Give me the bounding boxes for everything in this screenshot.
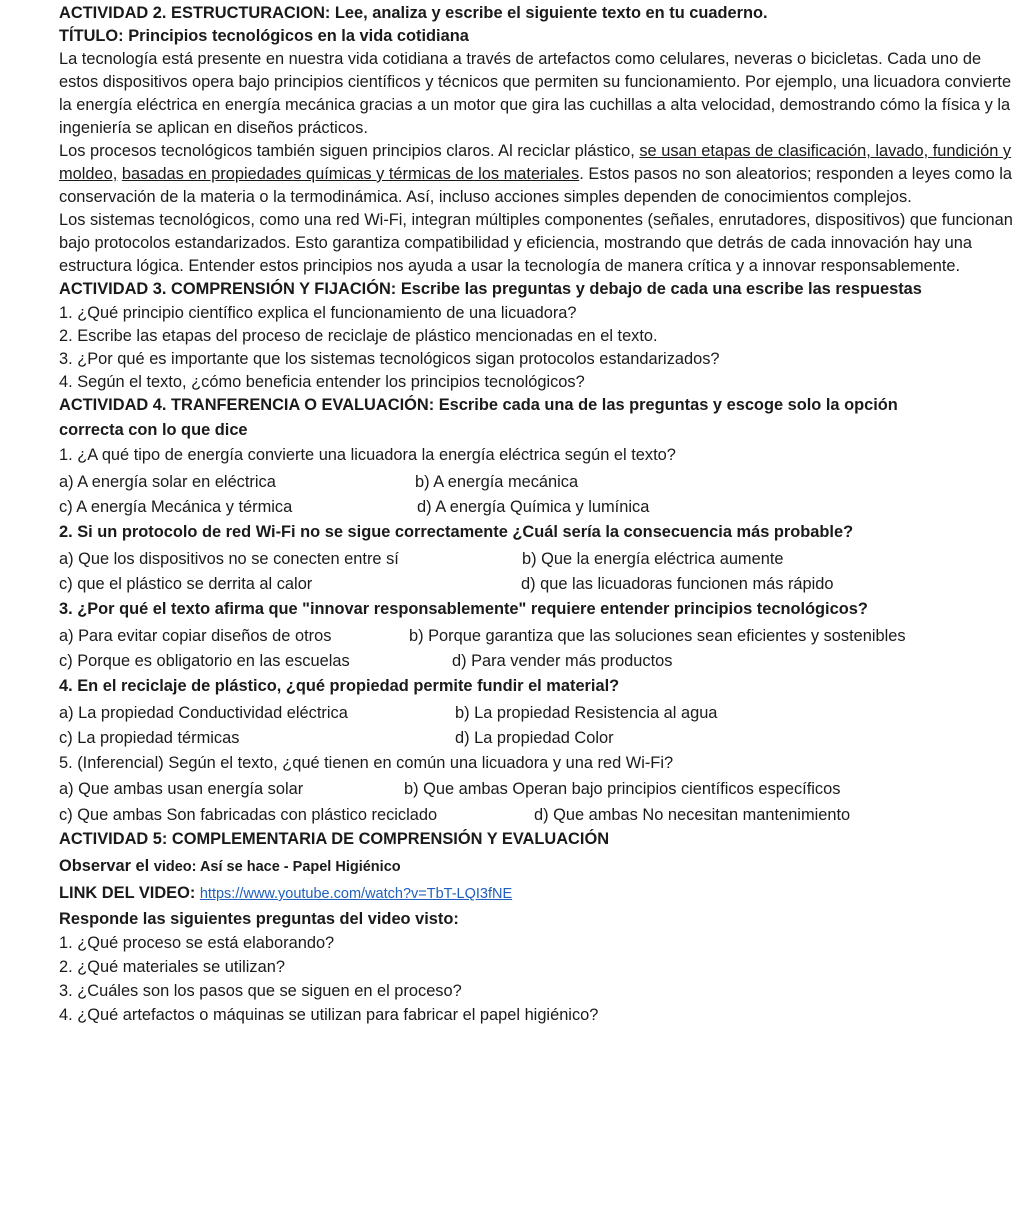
act5-observe xyxy=(59,853,1019,880)
act4-q1-option-b: b) A energía mecánica xyxy=(415,472,579,491)
act4-question-4: 4. En el reciclaje de plástico, ¿qué propiedad permite fundir el material? xyxy=(59,676,620,695)
act4-q4-options-ab xyxy=(59,701,1019,727)
act3-question-3: 3. ¿Por qué es importante que los sistemas tecnológicos sigan protocolos estandarizados? xyxy=(59,350,720,368)
act2-paragraph-2 xyxy=(59,140,1019,209)
act4-question-5: 5. (Inferencial) Según el texto, ¿qué tienen en común una licuadora y una red Wi-Fi? xyxy=(59,753,674,772)
act4-q4-option-c: c) La propiedad térmicas xyxy=(59,729,240,748)
act4-q5-options-cd xyxy=(59,803,1019,829)
act4-q3-option-d: d) Para vender más productos xyxy=(452,652,673,671)
p2-start: Los procesos tecnológicos también siguen principios claros. Al reciclar plástico, xyxy=(59,142,640,160)
observe-label: Observar el xyxy=(59,857,154,875)
act5-question-1: 1. ¿Qué proceso se está elaborando? xyxy=(59,934,335,952)
act4-heading-line-1: ACTIVIDAD 4. TRANFERENCIA O EVALUACIÓN: Escribe cada una de las preguntas y escoge solo la opción xyxy=(59,396,898,414)
act2-heading: ACTIVIDAD 2. ESTRUCTURACION: Lee, analiza y escribe el siguiente texto en tu cuaderno. xyxy=(59,4,768,22)
act4-question-1: 1. ¿A qué tipo de energía convierte una licuadora la energía eléctrica según el texto? xyxy=(59,446,676,464)
act5-heading: ACTIVIDAD 5: COMPLEMENTARIA DE COMPRENSIÓN Y EVALUACIÓN xyxy=(59,830,610,848)
act4-q4-option-b: b) La propiedad Resistencia al agua xyxy=(455,703,718,722)
act4-q1-option-c: c) A energía Mecánica y térmica xyxy=(59,498,293,517)
act4-q4-option-d: d) La propiedad Color xyxy=(455,729,614,748)
act3-heading: ACTIVIDAD 3. COMPRENSIÓN Y FIJACIÓN: Escribe las preguntas y debajo de cada una escribe las respuestas xyxy=(59,280,922,298)
act4-q2-options-ab xyxy=(59,547,1019,573)
p2-underline-2: basadas en propiedades químicas y térmicas de los materiales xyxy=(121,165,580,183)
act4-q3-options-cd xyxy=(59,649,1019,675)
act4-q5-option-c: c) Que ambas Son fabricadas con plástico reciclado xyxy=(59,805,438,824)
act4-q3-option-b: b) Porque garantiza que las soluciones sean eficientes y sostenibles xyxy=(409,626,906,645)
act4-q3-option-c: c) Porque es obligatorio en las escuelas xyxy=(59,652,350,671)
act4-q5-option-d: d) Que ambas No necesitan mantenimiento xyxy=(534,805,851,824)
act4-q5-options-ab xyxy=(59,777,1019,803)
p2-end: . Estos pasos no son aleatorios; responden a leyes como la conservación de la materia o la termodinámica. Así, incluso acciones simples dependen de conocimientos complejos. xyxy=(59,165,1013,206)
act2-title: TÍTULO: Principios tecnológicos en la vida cotidiana xyxy=(59,27,469,45)
act4-question-3: 3. ¿Por qué el texto afirma que "innovar responsablemente" requiere entender principios tecnológicos? xyxy=(59,599,868,618)
act3-question-4: 4. Según el texto, ¿cómo beneficia entender los principios tecnológicos? xyxy=(59,373,585,391)
act3-question-1: 1. ¿Qué principio científico explica el funcionamiento de una licuadora? xyxy=(59,304,577,322)
act4-q2-options-cd xyxy=(59,572,1019,598)
act4-q4-options-cd xyxy=(59,726,1019,752)
act5-question-2: 2. ¿Qué materiales se utilizan? xyxy=(59,958,285,976)
p2-underline-1: se usan etapas de clasificación, lavado, fundición y moldeo, xyxy=(59,142,1012,183)
act5-link-line xyxy=(59,880,1019,906)
observe-video-title: video: Así se hace - Papel Higiénico xyxy=(153,859,401,875)
link-label: LINK DEL VIDEO: xyxy=(59,884,200,902)
act5-respond: Responde las siguientes preguntas del video visto: xyxy=(59,910,459,928)
act4-q5-option-a: a) Que ambas usan energía solar xyxy=(59,780,304,799)
act3-question-2: 2. Escribe las etapas del proceso de reciclaje de plástico mencionadas en el texto. xyxy=(59,327,658,345)
act4-q1-options-ab xyxy=(59,470,1019,496)
act4-q2-option-d: d) que las licuadoras funcionen más rápido xyxy=(521,575,834,594)
act5-question-3: 3. ¿Cuáles son los pasos que se siguen en el proceso? xyxy=(59,982,462,1000)
act5-question-4: 4. ¿Qué artefactos o máquinas se utilizan para fabricar el papel higiénico? xyxy=(59,1006,599,1024)
act4-heading-line-2: correcta con lo que dice xyxy=(59,421,248,439)
act4-q2-option-c: c) que el plástico se derrita al calor xyxy=(59,575,313,594)
act4-q2-option-b: b) Que la energía eléctrica aumente xyxy=(522,549,784,568)
act2-paragraph-3: Los sistemas tecnológicos, como una red Wi-Fi, integran múltiples componentes (señales, enrutadores, dispositivos) que funcionan bajo protocolos estandarizados. Esto garantiza compatibilidad y eficiencia, mostrando que detrás de cada innovación hay una estructura lógica. Entender estos principios nos ayuda a usar la tecnología de manera crítica y a innovar responsablemente. xyxy=(59,211,1013,275)
act2-paragraph-1: La tecnología está presente en nuestra vida cotidiana a través de artefactos como celulares, neveras o bicicletas. Cada uno de estos dispositivos opera bajo principios científicos y técnicos que permiten su funcionamiento. Por ejemplo, una licuadora convierte la energía eléctrica en energía mecánica gracias a un motor que gira las cuchillas a alta velocidad, demostrando cómo la física y la ingeniería se aplican en diseños prácticos. xyxy=(59,50,1012,137)
video-link[interactable]: https://www.youtube.com/watch?v=TbT-LQI3fNE xyxy=(199,886,513,902)
act4-q4-option-a: a) La propiedad Conductividad eléctrica xyxy=(59,703,348,722)
act4-q5-option-b: b) Que ambas Operan bajo principios científicos específicos xyxy=(404,780,841,799)
act4-q3-option-a: a) Para evitar copiar diseños de otros xyxy=(59,626,332,645)
act4-question-2: 2. Si un protocolo de red Wi-Fi no se sigue correctamente ¿Cuál sería la consecuencia más probable? xyxy=(59,522,854,541)
act4-q2-option-a: a) Que los dispositivos no se conecten entre sí xyxy=(59,549,399,568)
act4-q1-options-cd xyxy=(59,495,1019,521)
act4-q1-option-d: d) A energía Química y lumínica xyxy=(417,498,650,517)
act4-q1-option-a: a) A energía solar en eléctrica xyxy=(59,472,276,491)
act4-q3-options-ab xyxy=(59,624,1019,650)
